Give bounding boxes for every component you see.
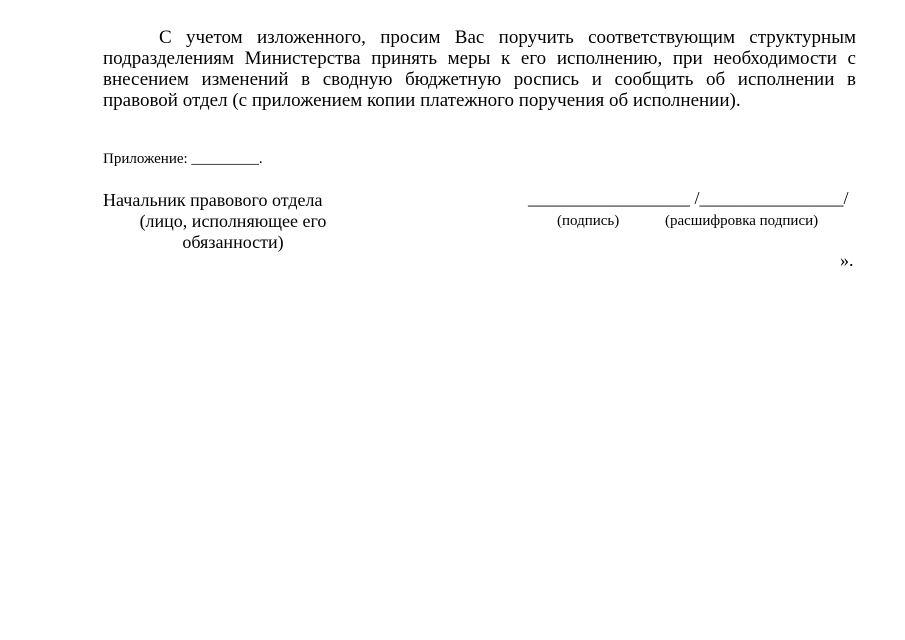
signer-title: Начальник правового отдела bbox=[103, 190, 323, 210]
body-line: поручения об исполнении). bbox=[518, 90, 741, 111]
appendix-line: Приложение: _________. bbox=[103, 151, 263, 167]
signer-note-line1: (лицо, исполняющее его bbox=[139, 211, 327, 231]
signature-caption: (подпись) bbox=[557, 213, 620, 229]
body-line: структурным подразделениям Министерства принять меры к его исполнению, при bbox=[103, 27, 857, 69]
body-line: необходимости с внесением изменений в сводную бюджетную роспись и bbox=[103, 48, 856, 90]
body-paragraph bbox=[103, 27, 856, 111]
body-line: С учетом изложенного, просим Вас поручить соответствующим bbox=[159, 27, 735, 48]
signer-note-line2: обязанности) bbox=[182, 232, 284, 252]
signature-line: __________________ /________________/ bbox=[528, 188, 849, 208]
closing-quote: ». bbox=[840, 250, 854, 270]
body-line: сообщить об исполнении в правовой отдел (с приложением копии платежного bbox=[103, 69, 856, 111]
signature-decode-caption: (расшифровка подписи) bbox=[665, 213, 819, 229]
signature-captions bbox=[0, 212, 905, 234]
